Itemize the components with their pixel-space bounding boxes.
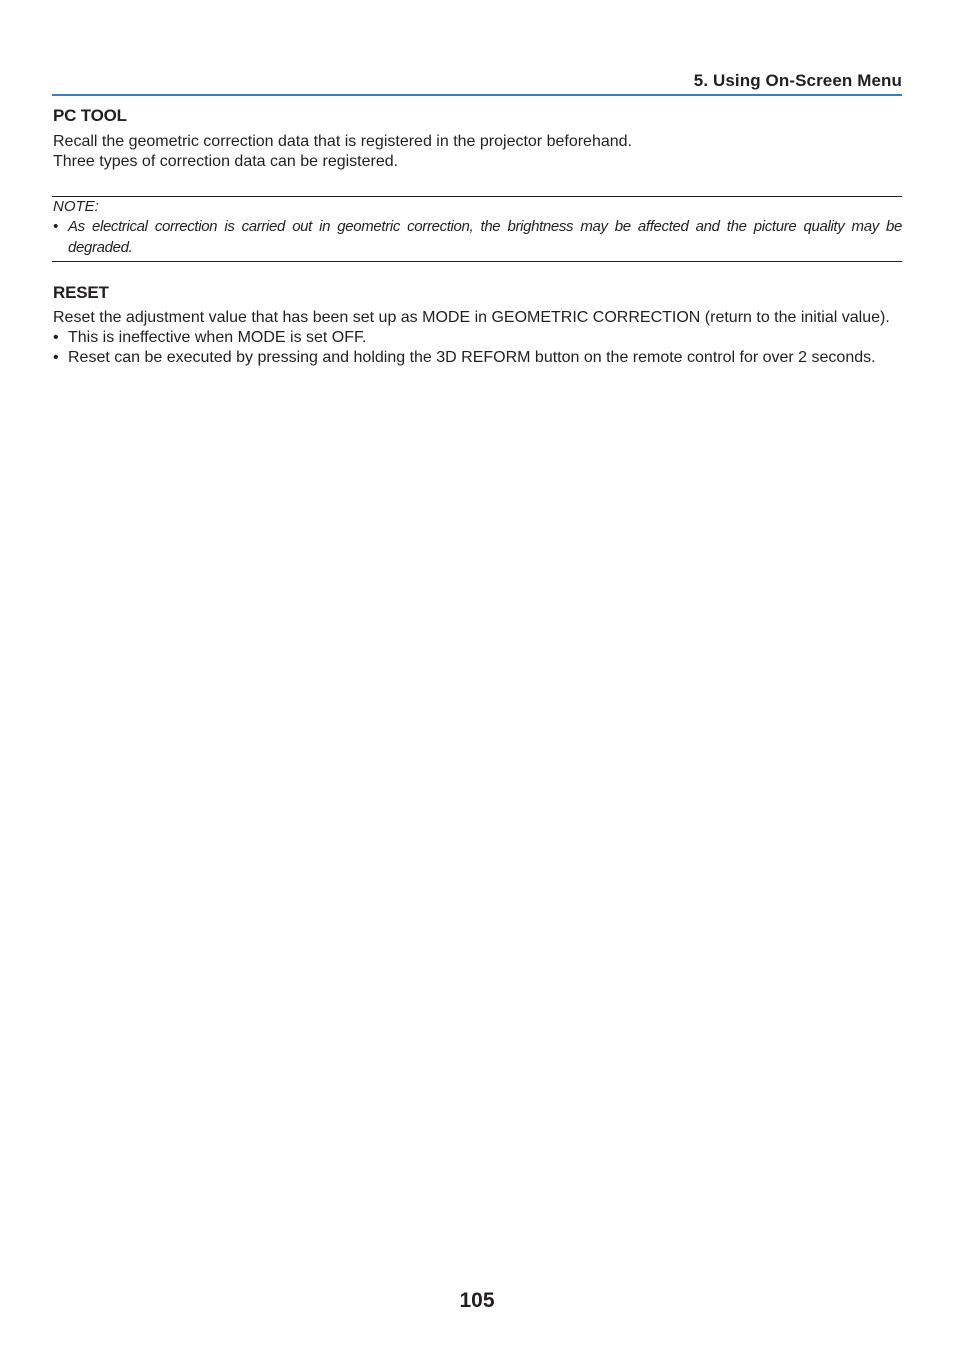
note-top-rule [52,196,902,197]
reset-bullet-text: This is ineffective when MODE is set OFF. [68,329,367,346]
page-header [52,70,902,96]
reset-bullet-item [53,328,366,348]
note-label: NOTE: [53,198,99,215]
note-text: As electrical correction is carried out in geometric correction, the brightness may be affected and the picture quality may be degraded. [68,218,902,256]
pc-tool-line: Recall the geometric correction data that is registered in the projector beforehand. [53,133,632,150]
pc-tool-line: Three types of correction data can be registered. [53,153,399,170]
reset-bullet-item [53,348,876,368]
note-bottom-rule [52,261,902,262]
reset-intro: Reset the adjustment value that has been set up as MODE in GEOMETRIC CORRECTION (return to the initial value). [53,309,890,326]
reset-bullet-text: Reset can be executed by pressing and holding the 3D REFORM button on the remote control for over 2 seconds. [68,349,876,366]
bullet-icon: • [53,218,59,235]
chapter-title: 5. Using On-Screen Menu [693,71,902,90]
bullet-icon: • [53,329,59,346]
bullet-icon: • [53,349,59,366]
reset-heading: RESET [53,283,109,302]
pc-tool-heading: PC TOOL [53,106,127,125]
page-number: 105 [459,1289,495,1312]
note-bullet-item [53,216,902,258]
